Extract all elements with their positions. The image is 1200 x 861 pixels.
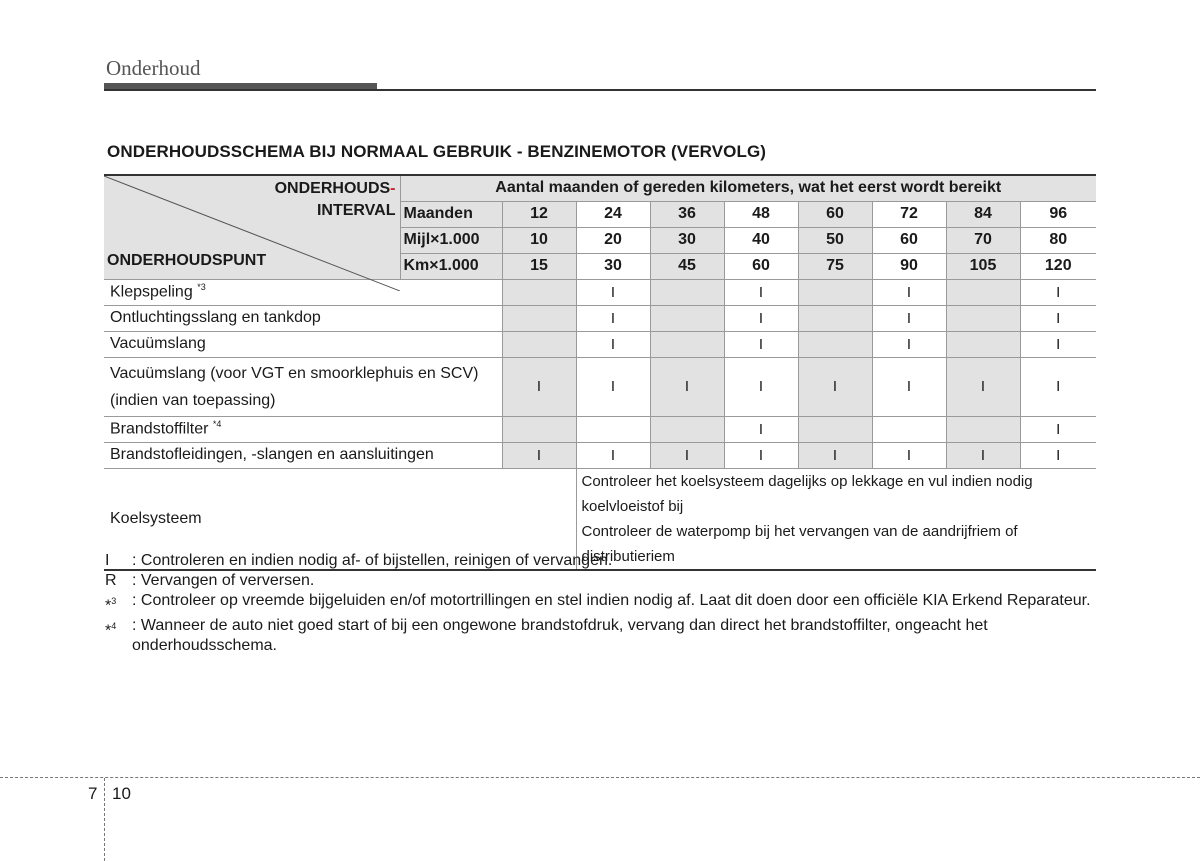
schedule-mark [502, 279, 576, 305]
footnote-item [105, 571, 1095, 591]
header-corner-cell [104, 175, 400, 279]
schedule-mark: I [1020, 279, 1096, 305]
schedule-mark: I [724, 416, 798, 442]
schedule-mark [946, 416, 1020, 442]
schedule-mark: I [946, 357, 1020, 416]
schedule-mark [798, 305, 872, 331]
unit-value: 84 [946, 201, 1020, 227]
maintenance-item-label: Brandstofleidingen, -slangen en aansluitingen [104, 442, 502, 468]
unit-value: 72 [872, 201, 946, 227]
footnote-symbol: I [105, 552, 110, 569]
unit-value: 20 [576, 227, 650, 253]
schedule-mark [946, 331, 1020, 357]
schedule-mark: I [1020, 331, 1096, 357]
schedule-mark: I [1020, 416, 1096, 442]
unit-value: 120 [1020, 253, 1096, 279]
schedule-mark: I [946, 442, 1020, 468]
schedule-mark: I [798, 442, 872, 468]
footnote-text: : Controleer op vreemde bijgeluiden en/of motortrillingen en stel indien nodig af. Laat dit doen door een officiële KIA Erkend Reparateur. [132, 592, 1091, 609]
unit-value: 12 [502, 201, 576, 227]
chapter-number: 7 [88, 784, 98, 803]
schedule-mark [946, 279, 1020, 305]
schedule-mark: I [724, 279, 798, 305]
schedule-mark [502, 416, 576, 442]
table-row [104, 357, 1096, 416]
footer-dashed-rule [0, 777, 1200, 778]
footnotes [105, 551, 1095, 656]
corner-interval-line2: INTERVAL [316, 202, 396, 219]
schedule-mark [502, 305, 576, 331]
unit-value: 30 [576, 253, 650, 279]
unit-value: 80 [1020, 227, 1096, 253]
schedule-mark: I [872, 331, 946, 357]
interval-span-header: Aantal maanden of gereden kilometers, wat het eerst wordt bereikt [400, 175, 1096, 201]
schedule-mark [650, 305, 724, 331]
schedule-mark: I [576, 279, 650, 305]
footnote-symbol: R [105, 572, 117, 589]
unit-label: Maanden [400, 201, 502, 227]
table-row [104, 442, 1096, 468]
unit-value: 60 [798, 201, 872, 227]
schedule-mark [798, 416, 872, 442]
unit-label: Mijl×1.000 [400, 227, 502, 253]
footnote-text: : Controleren en indien nodig af- of bijstellen, reinigen of vervangen. [132, 552, 613, 569]
footer-dashed-divider [104, 778, 105, 861]
cooling-note-line1: Controleer het koelsysteem dagelijks op lekkage en vul indien nodig koelvloeistof bij [581, 472, 1033, 515]
unit-value: 96 [1020, 201, 1096, 227]
schedule-mark: I [1020, 305, 1096, 331]
corner-point-label: ONDERHOUDSPUNT [107, 252, 267, 269]
maintenance-item-label: Vacuümslang (voor VGT en smoorklephuis en SCV) (indien van toepassing) [104, 357, 502, 416]
schedule-mark: I [1020, 442, 1096, 468]
maintenance-item-label: Brandstoffilter $^{*4}$ [104, 416, 502, 442]
schedule-mark [946, 305, 1020, 331]
schedule-mark: I [724, 331, 798, 357]
schedule-mark: I [872, 357, 946, 416]
table-row [104, 416, 1096, 442]
maintenance-item-label: Klepspeling $^{*3}$ [104, 279, 502, 305]
schedule-mark: I [502, 357, 576, 416]
schedule-mark: I [724, 442, 798, 468]
footnote-text: : Vervangen of verversen. [132, 572, 315, 589]
unit-value: 45 [650, 253, 724, 279]
unit-value: 10 [502, 227, 576, 253]
schedule-mark [576, 416, 650, 442]
schedule-mark: I [650, 357, 724, 416]
schedule-grid [104, 174, 1096, 571]
footnote-item [105, 551, 1095, 571]
footnote-item [105, 616, 1095, 656]
unit-value: 15 [502, 253, 576, 279]
maintenance-item-label: Vacuümslang [104, 331, 502, 357]
unit-value: 105 [946, 253, 1020, 279]
schedule-mark: I [872, 305, 946, 331]
unit-value: 40 [724, 227, 798, 253]
schedule-mark [798, 279, 872, 305]
page-header-title: Onderhoud [106, 56, 201, 80]
unit-value: 60 [724, 253, 798, 279]
maintenance-schedule-table [104, 174, 1096, 571]
schedule-mark: I [576, 442, 650, 468]
footnote-symbol: *$^4$ [105, 621, 117, 640]
schedule-mark [502, 331, 576, 357]
unit-value: 50 [798, 227, 872, 253]
schedule-mark: I [724, 357, 798, 416]
schedule-mark: I [650, 442, 724, 468]
unit-value: 36 [650, 201, 724, 227]
maintenance-item-label: Koelsysteem [104, 468, 576, 570]
unit-value: 24 [576, 201, 650, 227]
unit-value: 75 [798, 253, 872, 279]
corner-interval-line1: ONDERHOUDS- [274, 180, 396, 197]
unit-label: Km×1.000 [400, 253, 502, 279]
schedule-mark [650, 416, 724, 442]
section-title: ONDERHOUDSSCHEMA BIJ NORMAAL GEBRUIK - BENZINEMOTOR (VERVOLG) [107, 142, 767, 161]
table-row [104, 331, 1096, 357]
cooling-note-line2: Controleer de waterpomp bij het vervangen van de aandrijfriem of distributieriem [581, 522, 1018, 565]
footnote-item [105, 591, 1095, 616]
footnote-symbol: *$^3$ [105, 596, 117, 615]
schedule-mark: I [798, 357, 872, 416]
unit-value: 70 [946, 227, 1020, 253]
schedule-mark: I [576, 305, 650, 331]
unit-value: 48 [724, 201, 798, 227]
schedule-mark [650, 279, 724, 305]
schedule-mark: I [872, 279, 946, 305]
schedule-mark: I [872, 442, 946, 468]
schedule-mark: I [576, 357, 650, 416]
schedule-mark: I [576, 331, 650, 357]
page-number: 10 [112, 784, 131, 803]
unit-value: 60 [872, 227, 946, 253]
maintenance-item-label: Ontluchtingsslang en tankdop [104, 305, 502, 331]
table-row [104, 305, 1096, 331]
footnote-text: : Wanneer de auto niet goed start of bij een ongewone brandstofdruk, vervang dan direct het brandstoffilter, ongeacht het onderhoudsschema. [132, 617, 988, 655]
unit-value: 90 [872, 253, 946, 279]
header-rule [104, 89, 1096, 91]
schedule-mark: I [502, 442, 576, 468]
schedule-mark [798, 331, 872, 357]
schedule-mark [872, 416, 946, 442]
schedule-mark: I [1020, 357, 1096, 416]
schedule-mark: I [724, 305, 798, 331]
unit-value: 30 [650, 227, 724, 253]
schedule-mark [650, 331, 724, 357]
